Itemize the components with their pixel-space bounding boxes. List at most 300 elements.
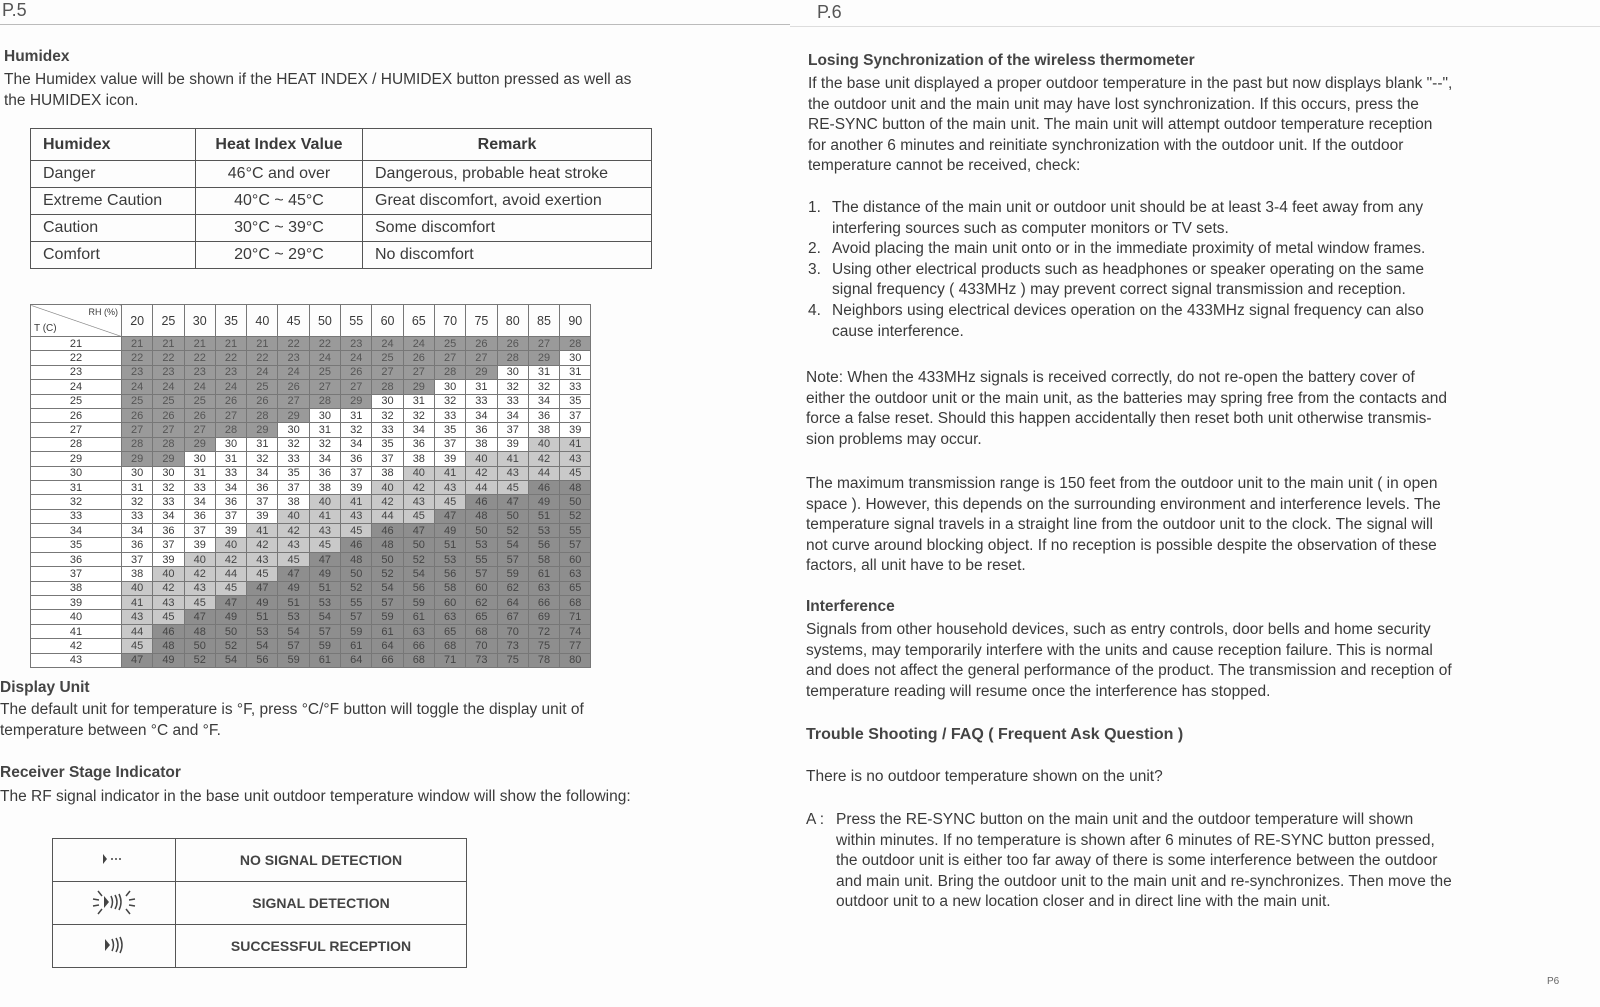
heat-index-cell: 53 (309, 596, 340, 610)
heat-index-cell: 34 (528, 394, 559, 408)
heat-index-cell: 22 (278, 337, 309, 351)
heat-index-cell: 25 (434, 337, 465, 351)
heat-index-cell: 26 (403, 351, 434, 365)
temperature-label: 27 (31, 423, 122, 437)
heat-index-cell: 54 (372, 581, 403, 595)
heat-index-cell: 21 (184, 337, 215, 351)
heat-index-cell: 68 (466, 624, 497, 638)
text-line: temperature reading will resume once the interference has stopped. (806, 682, 1271, 700)
heat-index-cell: 50 (466, 524, 497, 538)
grid-row (31, 610, 591, 624)
heat-index-cell: 27 (309, 380, 340, 394)
text-line: Using other electrical products such as headphones or speaker operating on the same (832, 260, 1424, 278)
heat-index-cell: 25 (122, 394, 153, 408)
heat-index-cell: 36 (215, 495, 246, 509)
text-line: RE-SYNC button of the main unit. The main unit will attempt outdoor temperature reception (808, 116, 1433, 134)
checklist (808, 198, 1568, 342)
text-line: temperature between °C and °F. (0, 721, 221, 739)
heat-index-cell: 34 (122, 524, 153, 538)
heat-index-cell: 69 (528, 610, 559, 624)
heat-index-cell: 32 (403, 408, 434, 422)
temperature-label: 40 (31, 610, 122, 624)
heat-index-cell: 22 (247, 351, 278, 365)
temperature-label: 26 (31, 408, 122, 422)
heat-index-cell: 64 (341, 653, 372, 667)
heat-index-cell: 57 (278, 639, 309, 653)
heat-index-cell: 53 (278, 610, 309, 624)
heat-index-cell: 41 (247, 524, 278, 538)
grid-row (31, 639, 591, 653)
heat-index-cell: 49 (434, 524, 465, 538)
grid-row (31, 653, 591, 667)
heat-index-cell: 39 (215, 524, 246, 538)
heat-index-cell: 47 (403, 524, 434, 538)
heat-index-cell: 42 (184, 567, 215, 581)
page-number-left: P.5 (2, 0, 27, 20)
heat-index-cell: 34 (309, 452, 340, 466)
list-number: 3. (808, 260, 821, 278)
text-line: Signals from other household devices, such as entry controls, door bells and home security (806, 621, 1431, 638)
heat-index-cell: 27 (122, 423, 153, 437)
grid-corner (31, 305, 122, 337)
heat-index-cell: 60 (466, 581, 497, 595)
heat-index-cell: 57 (466, 567, 497, 581)
heat-index-cell: 28 (153, 437, 184, 451)
heat-index-cell: 23 (278, 351, 309, 365)
heat-index-cell: 44 (122, 624, 153, 638)
heat-index-cell: 30 (497, 365, 528, 379)
heat-index-cell: 71 (434, 653, 465, 667)
heat-index-cell: 33 (215, 466, 246, 480)
heat-index-cell: 37 (560, 408, 591, 422)
heat-index-cell: 37 (153, 538, 184, 552)
heat-index-cell: 59 (309, 639, 340, 653)
heat-index-cell: 25 (372, 351, 403, 365)
text-line: signal frequency ( 433MHz ) may prevent correct signal transmission and reception. (832, 281, 1406, 299)
heat-index-cell: 31 (341, 408, 372, 422)
heat-index-cell: 59 (278, 653, 309, 667)
heat-index-cell: 40 (466, 452, 497, 466)
grid-row (31, 509, 591, 523)
heat-index-cell: 33 (153, 495, 184, 509)
heat-index-cell: 28 (309, 394, 340, 408)
text-line: The distance of the main unit or outdoor unit should be at least 3-4 feet away from any (832, 199, 1424, 216)
faq-answer (836, 810, 1452, 913)
text-line: not curve around blocking object. If no reception is possible despite the observation of these (806, 536, 1437, 554)
heat-index-cell: 23 (215, 365, 246, 379)
humidex-text (4, 70, 631, 111)
faq-heading: Trouble Shooting / FAQ ( Frequent Ask Question ) (806, 726, 1184, 743)
heat-index-cell: 55 (341, 596, 372, 610)
heat-index-cell: 53 (247, 624, 278, 638)
heat-index-cell: 30 (122, 466, 153, 480)
heat-index-cell: 30 (560, 351, 591, 365)
heat-index-cell: 37 (278, 480, 309, 494)
heat-index-cell: 39 (247, 509, 278, 523)
heat-index-cell: 54 (247, 639, 278, 653)
heat-index-cell: 28 (372, 380, 403, 394)
heat-index-cell: 32 (309, 437, 340, 451)
heat-index-cell: 73 (466, 653, 497, 667)
heat-index-cell: 43 (434, 480, 465, 494)
heat-index-cell: 46 (341, 538, 372, 552)
heat-index-cell: 67 (497, 610, 528, 624)
heat-index-cell: 47 (434, 509, 465, 523)
grid-row (31, 581, 591, 595)
heat-index-cell: 50 (560, 495, 591, 509)
cell: Some discomfort (363, 215, 652, 242)
text-line: outdoor unit to a new location closer and in direct line with the main unit. (836, 893, 1331, 911)
heat-index-cell: 34 (497, 408, 528, 422)
heat-index-cell: 44 (466, 480, 497, 494)
heat-index-cell: 22 (122, 351, 153, 365)
heat-index-cell: 70 (497, 624, 528, 638)
temperature-label: 34 (31, 524, 122, 538)
text-line: the HUMIDEX icon. (4, 91, 139, 109)
heat-index-cell: 45 (497, 480, 528, 494)
grid-row (31, 624, 591, 638)
heat-index-cell: 24 (184, 380, 215, 394)
heat-index-cell: 40 (184, 552, 215, 566)
heat-index-cell: 52 (497, 524, 528, 538)
heat-index-cell: 53 (434, 552, 465, 566)
heat-index-cell: 33 (560, 380, 591, 394)
heat-index-cell: 41 (122, 596, 153, 610)
signal-indicator-table (52, 838, 467, 968)
grid-row (31, 380, 591, 394)
heat-index-cell: 51 (278, 596, 309, 610)
heat-index-cell: 33 (278, 452, 309, 466)
heat-index-cell: 54 (309, 610, 340, 624)
sync-text (808, 74, 1452, 177)
heat-index-cell: 49 (309, 567, 340, 581)
page-number-right: P.6 (817, 2, 842, 22)
rh-header: 45 (278, 305, 309, 337)
heat-index-cell: 48 (372, 538, 403, 552)
cell: 40°C ~ 45°C (196, 188, 363, 215)
text-line: systems, may temporarily interfere with the units and cause reception failure. This is normal (806, 641, 1433, 659)
heat-index-cell: 27 (528, 337, 559, 351)
temperature-label: 28 (31, 437, 122, 451)
rh-header: 55 (341, 305, 372, 337)
table-row (31, 215, 652, 242)
heat-index-cell: 41 (309, 509, 340, 523)
heat-index-cell: 34 (153, 509, 184, 523)
grid-row (31, 567, 591, 581)
heat-index-cell: 34 (341, 437, 372, 451)
heat-index-cell: 56 (247, 653, 278, 667)
heat-index-cell: 31 (122, 480, 153, 494)
heat-index-cell: 60 (434, 596, 465, 610)
heat-index-cell: 38 (528, 423, 559, 437)
heat-index-cell: 61 (341, 639, 372, 653)
temperature-label: 25 (31, 394, 122, 408)
heat-index-cell: 25 (309, 365, 340, 379)
heat-index-cell: 42 (466, 466, 497, 480)
signal-detecting-icon (53, 882, 176, 925)
heat-index-cell: 61 (309, 653, 340, 667)
heat-index-cell: 39 (434, 452, 465, 466)
heat-index-cell: 27 (184, 423, 215, 437)
no-signal-icon (53, 839, 176, 882)
heat-index-cell: 37 (341, 466, 372, 480)
rh-header: 35 (215, 305, 246, 337)
temperature-label: 29 (31, 452, 122, 466)
heat-index-cell: 36 (528, 408, 559, 422)
interference-text (806, 620, 1452, 702)
heat-index-cell: 56 (528, 538, 559, 552)
heat-index-cell: 27 (403, 365, 434, 379)
heat-index-cell: 24 (309, 351, 340, 365)
heat-index-cell: 24 (247, 365, 278, 379)
heat-index-cell: 37 (215, 509, 246, 523)
heat-index-cell: 33 (466, 394, 497, 408)
heat-index-cell: 38 (278, 495, 309, 509)
interference-heading: Interference (806, 598, 895, 615)
heat-index-cell: 26 (184, 408, 215, 422)
heat-index-cell: 49 (153, 653, 184, 667)
table-row (31, 161, 652, 188)
heat-index-cell: 24 (153, 380, 184, 394)
heat-index-cell: 31 (560, 365, 591, 379)
page-footer: P6 (1547, 976, 1560, 987)
heat-index-cell: 40 (153, 567, 184, 581)
heat-index-cell: 48 (153, 639, 184, 653)
heat-index-cell: 71 (560, 610, 591, 624)
heat-index-cell: 24 (122, 380, 153, 394)
heat-index-cell: 58 (528, 552, 559, 566)
heat-index-cell: 45 (122, 639, 153, 653)
heat-index-cell: 49 (528, 495, 559, 509)
rh-header: 50 (309, 305, 340, 337)
heat-index-cell: 33 (497, 394, 528, 408)
signal-received-icon (53, 925, 176, 968)
heat-index-cell: 24 (215, 380, 246, 394)
heat-index-cell: 31 (528, 365, 559, 379)
heat-index-cell: 29 (278, 408, 309, 422)
heat-index-cell: 27 (466, 351, 497, 365)
heat-index-cell: 46 (466, 495, 497, 509)
list-item (808, 239, 1568, 260)
heat-index-cell: 36 (466, 423, 497, 437)
humidex-table (30, 128, 652, 269)
text-line: The default unit for temperature is °F, press °C/°F button will toggle the display unit of (0, 701, 584, 718)
heat-index-cell: 27 (341, 380, 372, 394)
heat-index-cell: 31 (215, 452, 246, 466)
heat-index-cell: 25 (247, 380, 278, 394)
heat-index-cell: 23 (341, 337, 372, 351)
heat-index-cell: 53 (528, 524, 559, 538)
rh-header: 60 (372, 305, 403, 337)
cell: Great discomfort, avoid exertion (363, 188, 652, 215)
grid-row (31, 365, 591, 379)
heat-index-cell: 51 (247, 610, 278, 624)
heat-index-cell: 52 (341, 581, 372, 595)
heat-index-cell: 21 (153, 337, 184, 351)
heat-index-cell: 28 (215, 423, 246, 437)
heat-index-cell: 73 (497, 639, 528, 653)
heat-index-cell: 36 (403, 437, 434, 451)
grid-row (31, 437, 591, 451)
rh-header: 30 (184, 305, 215, 337)
heat-index-cell: 33 (434, 408, 465, 422)
cell: Comfort (31, 242, 196, 269)
temperature-label: 43 (31, 653, 122, 667)
heat-index-cell: 43 (560, 452, 591, 466)
text-line: and does not affect the general performance of the product. The transmission and reception of (806, 662, 1452, 680)
cell: No discomfort (363, 242, 652, 269)
heat-index-cell: 59 (497, 567, 528, 581)
temperature-label: 35 (31, 538, 122, 552)
heat-index-cell: 21 (247, 337, 278, 351)
heat-index-cell: 28 (434, 365, 465, 379)
heat-index-cell: 28 (247, 408, 278, 422)
heat-index-cell: 29 (341, 394, 372, 408)
text-line: for another 6 minutes and reinitiate synchronization with the outdoor unit. If the outdoor (808, 136, 1404, 154)
heat-index-cell: 50 (403, 538, 434, 552)
text-line: The Humidex value will be shown if the HEAT INDEX / HUMIDEX button pressed as well as (4, 71, 632, 88)
t-label: T (C) (34, 323, 57, 334)
heat-index-cell: 42 (278, 524, 309, 538)
heat-index-cell: 45 (341, 524, 372, 538)
grid-row (31, 495, 591, 509)
heat-index-cell: 31 (247, 437, 278, 451)
grid-row (31, 538, 591, 552)
heat-index-cell: 74 (560, 624, 591, 638)
list-item (808, 260, 1568, 301)
heat-index-cell: 42 (372, 495, 403, 509)
heat-index-cell: 65 (434, 624, 465, 638)
heat-index-cell: 46 (528, 480, 559, 494)
heat-index-cell: 39 (184, 538, 215, 552)
heat-index-cell: 43 (278, 538, 309, 552)
heat-index-cell: 33 (184, 480, 215, 494)
heat-index-cell: 22 (153, 351, 184, 365)
heat-index-cell: 57 (309, 624, 340, 638)
heat-index-cell: 64 (497, 596, 528, 610)
heat-index-cell: 22 (309, 337, 340, 351)
heat-index-cell: 63 (560, 567, 591, 581)
text-line: Press the RE-SYNC button on the main unit and the outdoor temperature will shown (836, 811, 1414, 828)
heat-index-cell: 31 (466, 380, 497, 394)
heat-index-cell: 42 (403, 480, 434, 494)
rh-label: RH (%) (88, 307, 118, 317)
heat-index-cell: 43 (122, 610, 153, 624)
heat-index-cell: 26 (153, 408, 184, 422)
heat-index-cell: 46 (153, 624, 184, 638)
heat-index-cell: 26 (497, 337, 528, 351)
heat-index-cell: 35 (434, 423, 465, 437)
list-item (808, 198, 1568, 239)
heat-index-cell: 25 (184, 394, 215, 408)
heat-index-cell: 32 (278, 437, 309, 451)
heat-index-cell: 52 (372, 567, 403, 581)
grid-row (31, 351, 591, 365)
heat-index-cell: 35 (560, 394, 591, 408)
heat-index-cell: 61 (528, 567, 559, 581)
table-row (53, 839, 467, 882)
signal-label: NO SIGNAL DETECTION (176, 839, 467, 882)
heat-index-cell: 28 (497, 351, 528, 365)
grid-row (31, 423, 591, 437)
grid-row (31, 552, 591, 566)
heat-index-cell: 66 (372, 653, 403, 667)
text-line: Note: When the 433MHz signals is received correctly, do not re-open the battery cover of (806, 369, 1415, 386)
heat-index-cell: 37 (497, 423, 528, 437)
heat-index-cell: 49 (278, 581, 309, 595)
text-line: factors, all unit have to be reset. (806, 557, 1026, 575)
heat-index-cell: 59 (403, 596, 434, 610)
heat-index-cell: 50 (215, 624, 246, 638)
heat-index-cell: 80 (560, 653, 591, 667)
heat-index-cell: 45 (153, 610, 184, 624)
heat-index-cell: 62 (497, 581, 528, 595)
heat-index-cell: 36 (247, 480, 278, 494)
heat-index-cell: 56 (403, 581, 434, 595)
heat-index-cell: 42 (528, 452, 559, 466)
grid-row (31, 337, 591, 351)
heat-index-cell: 29 (122, 452, 153, 466)
text-line: space ). However, this depends on the surrounding environment and interference levels. The (806, 495, 1441, 513)
heat-index-cell: 57 (560, 538, 591, 552)
heat-index-cell: 32 (528, 380, 559, 394)
heat-index-cell: 37 (434, 437, 465, 451)
cell: Extreme Caution (31, 188, 196, 215)
heat-index-cell: 24 (403, 337, 434, 351)
heat-index-cell: 52 (560, 509, 591, 523)
heat-index-cell: 32 (341, 423, 372, 437)
heat-index-cell: 65 (466, 610, 497, 624)
heat-index-cell: 51 (528, 509, 559, 523)
heat-index-cell: 47 (497, 495, 528, 509)
cell: Caution (31, 215, 196, 242)
heat-index-cell: 59 (372, 610, 403, 624)
display-unit-heading: Display Unit (0, 679, 90, 696)
heat-index-cell: 63 (403, 624, 434, 638)
text-line: cause interference. (832, 322, 964, 340)
heat-index-cell: 35 (278, 466, 309, 480)
heat-index-cell: 26 (122, 408, 153, 422)
signal-label: SUCCESSFUL RECEPTION (176, 925, 467, 968)
heat-index-cell: 29 (466, 365, 497, 379)
heat-index-cell: 58 (434, 581, 465, 595)
heat-index-cell: 41 (341, 495, 372, 509)
heat-index-cell: 45 (215, 581, 246, 595)
heat-index-cell: 21 (215, 337, 246, 351)
text-line: the outdoor unit is either too far away of there is some interference between the outdoor (836, 852, 1438, 870)
heat-index-cell: 23 (122, 365, 153, 379)
heat-index-cell: 55 (466, 552, 497, 566)
heat-index-cell: 31 (309, 423, 340, 437)
text-line: Neighbors using electrical devices operation on the 433MHz signal frequency can also (832, 301, 1424, 319)
rh-header: 70 (434, 305, 465, 337)
heat-index-cell: 45 (278, 552, 309, 566)
list-number: 2. (808, 240, 821, 258)
heat-index-cell: 41 (560, 437, 591, 451)
grid-header-row (31, 305, 591, 337)
heat-index-cell: 44 (372, 509, 403, 523)
heat-index-cell: 50 (497, 509, 528, 523)
heat-index-cell: 63 (528, 581, 559, 595)
cell: 30°C ~ 39°C (196, 215, 363, 242)
heat-index-cell: 43 (341, 509, 372, 523)
temperature-label: 39 (31, 596, 122, 610)
heat-index-cell: 57 (341, 610, 372, 624)
table-row (53, 882, 467, 925)
temperature-label: 22 (31, 351, 122, 365)
text-line: within minutes. If no temperature is shown after 6 minutes of RE-SYNC button pressed, (836, 831, 1435, 849)
heat-index-cell: 32 (153, 480, 184, 494)
